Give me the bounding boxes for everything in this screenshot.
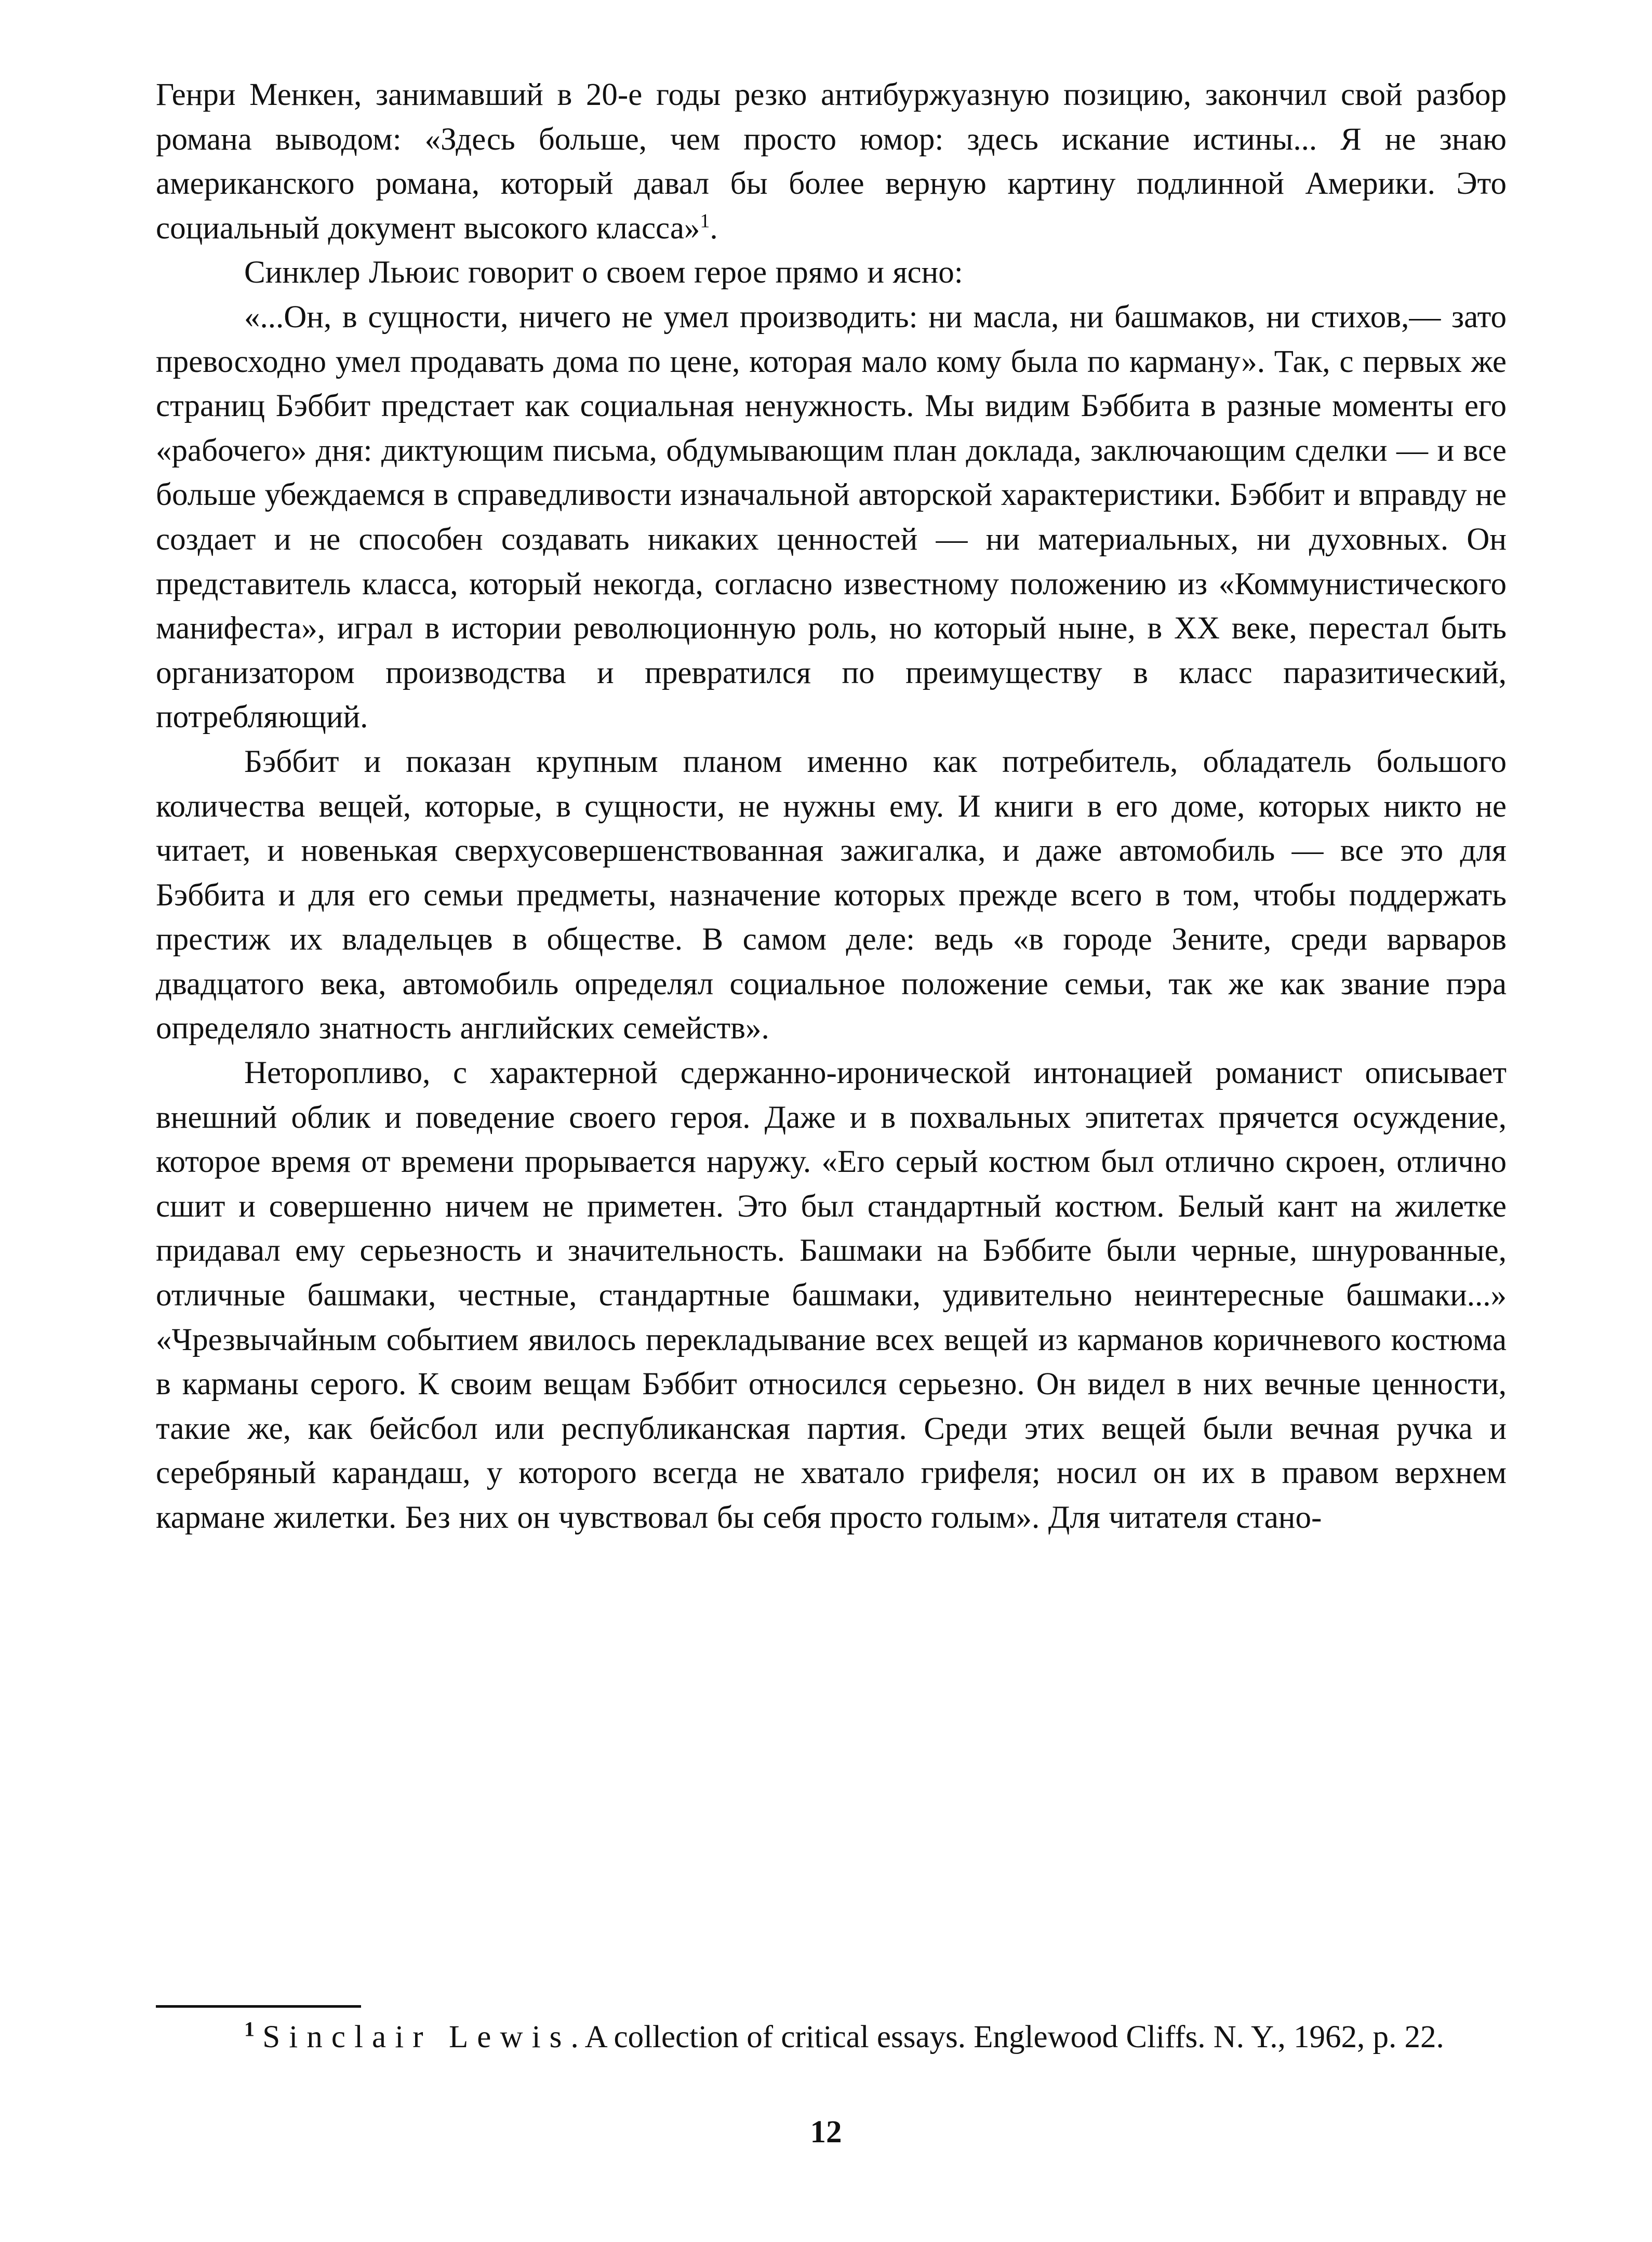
paragraph-4: Бэббит и показан крупным планом именно как потребитель, обладатель большого количества вещей, которые, в сущности, не нужны ему. И книги в его доме, которых никто не читает, и новенькая сверхусовершенствованная зажигалка, и даже автомобиль — все это для Бэббита и для его семьи предметы, назначение которых прежде всего в том, чтобы поддержать престиж их владельцев в обществе. В самом деле: ведь «в городе Зените, среди варваров двадцатого века, автомобиль определял социальное положение семьи, так же как звание пэра определяло знатность английских семейств». (156, 744, 1507, 1046)
paragraph-text: Генри Менкен, занимавший в 20-е годы резко антибуржуазную позицию, закончил свой разбор романа выводом: «Здесь больше, чем просто юмор: здесь искание истины... Я не знаю американского романа, который давал бы более верную картину подлинной Америки. Это социальный документ высокого класса» (156, 77, 1507, 246)
footnote-author: Sinclair Lewis (262, 2020, 571, 2054)
footnote-citation: . A collection of critical essays. Englewood Cliffs. N. Y., 1962, p. 22. (570, 2020, 1444, 2054)
paragraph-2: Синклер Льюис говорит о своем герое прямо и ясно: (244, 255, 963, 290)
paragraph-5: Неторопливо, с характерной сдержанно-иронической интонацией романист описывает внешний облик и поведение своего героя. Даже и в похвальных эпитетах прячется осуждение, которое время от времени прорывается наружу. «Его серый костюм был отлично скроен, отлично сшит и совершенно ничем не приметен. Это был стандартный костюм. Белый кант на жилетке придавал ему серьезность и значительность. Башмаки на Бэббите были черные, шнурованные, отличные башмаки, честные, стандартные башмаки, удивительно неинтересные башмаки...» «Чрезвычайным событием явилось перекладывание всех вещей из карманов коричневого костюма в карманы серого. К своим вещам Бэббит относился серьезно. Он видел в них вечные ценности, такие же, как бейсбол или республиканская партия. Среди этих вещей были вечная ручка и серебряный карандаш, у которого всегда не хватало грифеля; носил он их в правом верхнем кармане жилетки. Без них он чувствовал бы себя просто голым». Для читателя стано- (156, 1056, 1507, 1535)
paragraph-3: «...Он, в сущности, ничего не умел производить: ни масла, ни башмаков, ни стихов,— зато превосходно умел продавать дома по цене, которая мало кому была по карману». Так, с первых же страниц Бэббит предстает как социальная ненужность. Мы видим Бэббита в разные моменты его «рабочего» дня: диктующим письма, обдумывающим план доклада, заключающим сделки — и все больше убеждаемся в справедливости изначальной авторской характеристики. Бэббит и вправду не создает и не способен создавать никаких ценностей — ни материальных, ни духовных. Он представитель класса, который некогда, согласно известному положению из «Коммунистического манифеста», играл в истории революционную роль, но который ныне, в XX веке, перестал быть организатором производства и превратился по преимуществу в класс паразитический, потребляющий. (156, 299, 1507, 735)
paragraph-punctuation: . (710, 210, 718, 246)
footnote-reference[interactable]: 1 (700, 210, 710, 232)
main-text (156, 73, 1507, 1540)
page-number: 12 (810, 2115, 842, 2150)
footnote-divider (156, 2005, 361, 2008)
footnote (156, 2016, 1507, 2059)
footnote-marker: 1 (244, 2017, 255, 2041)
paragraph-1 (156, 73, 1507, 250)
